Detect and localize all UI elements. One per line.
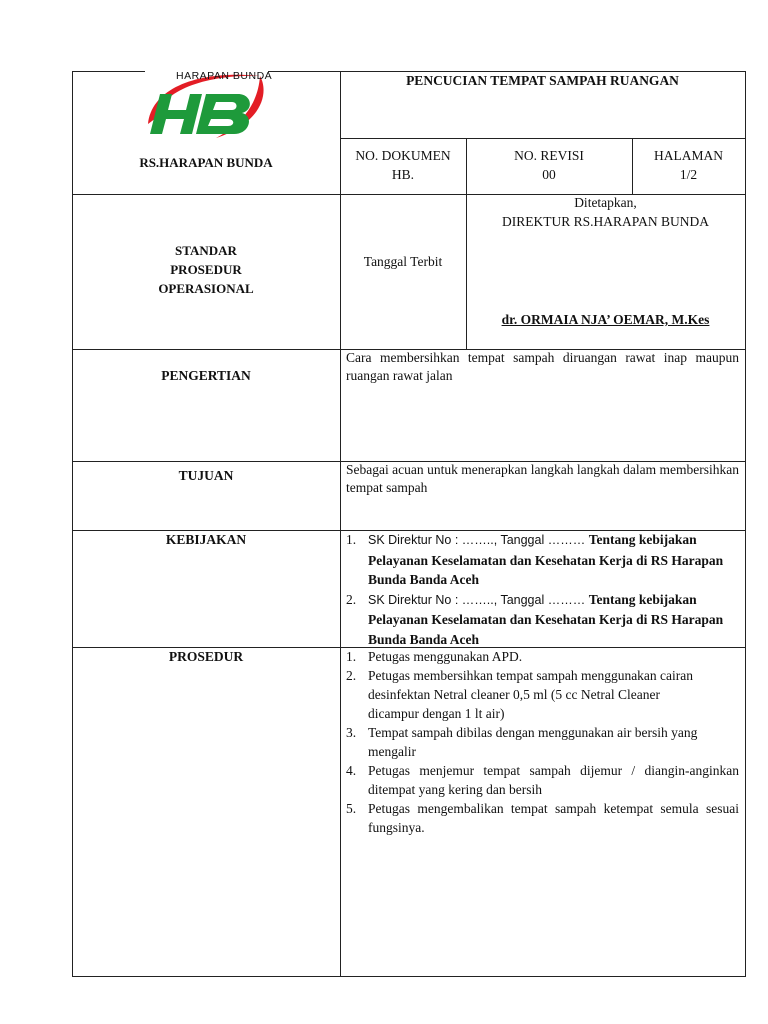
policy-item-title: Tentang kebijakan Pelayanan Keselamatan dan Kesehatan Kerja di RS Harapan Bunda Banda Aceh — [368, 532, 724, 587]
border-top-left — [72, 71, 145, 72]
revision-label: NO. REVISI — [514, 148, 584, 163]
policy-item-prefix: SK Direktur No : …….., Tanggal ……… — [368, 533, 589, 547]
hospital-logo — [142, 66, 274, 148]
procedure-item-text: Petugas menggunakan APD. — [368, 649, 523, 664]
policy-label: KEBIJAKAN — [165, 532, 247, 547]
procedure-item-text: Tempat sampah dibilas dengan menggunakan air bersih yang mengalir — [368, 725, 698, 759]
procedure-item-number: 5. — [346, 801, 357, 816]
sop-label-line-3: OPERASIONAL — [158, 281, 254, 296]
policy-item-number: 2. — [346, 591, 357, 607]
column-divider — [340, 71, 341, 977]
director-title: DIREKTUR RS.HARAPAN BUNDA — [502, 214, 709, 229]
policy-item-prefix: SK Direktur No : …….., Tanggal ……… — [368, 592, 589, 607]
procedure-item-text: Petugas mengembalikan tempat sampah ketempat semula sesuai fungsinya. — [368, 801, 739, 835]
sop-label-line-2: PROSEDUR — [170, 262, 242, 277]
procedure-item — [346, 647, 739, 666]
policy-item-number: 1. — [346, 532, 357, 547]
procedure-item-number: 2. — [346, 668, 357, 683]
page-value: 1/2 — [679, 167, 698, 182]
logo-text: HARAPAN BUNDA — [176, 70, 273, 82]
procedure-item — [346, 799, 739, 837]
policy-item — [346, 590, 743, 650]
policy-item — [346, 530, 743, 590]
border-right — [745, 71, 746, 977]
border-bottom — [72, 976, 746, 977]
procedure-item-number: 1. — [346, 649, 357, 664]
revision-value: 00 — [542, 167, 556, 182]
sop-label-line-1: STANDAR — [175, 243, 237, 258]
procedure-list — [346, 647, 739, 837]
purpose-text: Sebagai acuan untuk menerapkan langkah langkah dalam membersihkan tempat sampah — [346, 462, 739, 495]
procedure-item-text: Petugas menjemur tempat sampah dijemur / diangin-anginkan ditempat yang kering dan bersih — [368, 763, 739, 797]
procedure-item — [346, 761, 739, 799]
hospital-name: RS.HARAPAN BUNDA — [139, 155, 273, 170]
procedure-item-text: Petugas membersihkan tempat sampah menggunakan cairan desinfektan Netral cleaner 0,5 ml (5 cc Netral Cleaner dicampur dengan 1 lt air) — [368, 668, 694, 721]
issue-date-label: Tanggal Terbit — [363, 254, 443, 269]
procedure-item — [346, 666, 739, 723]
document-number-value: HB. — [391, 167, 415, 182]
director-name: dr. ORMAIA NJA’ OEMAR, M.Kes — [501, 312, 710, 327]
header-divider — [340, 138, 746, 139]
procedure-label: PROSEDUR — [168, 649, 244, 664]
procedure-item-number: 3. — [346, 725, 357, 740]
sop-label — [72, 241, 340, 298]
definition-label: PENGERTIAN — [161, 368, 251, 383]
purpose-label: TUJUAN — [178, 468, 234, 483]
established-label: Ditetapkan, — [574, 195, 637, 210]
page-label: HALAMAN — [654, 148, 723, 163]
border-left — [72, 71, 73, 977]
definition-text: Cara membersihkan tempat sampah diruangan rawat inap maupun ruangan rawat jalan — [346, 350, 739, 383]
policy-item-title: Tentang kebijakan Pelayanan Keselamatan dan Kesehatan Kerja di RS Harapan Bunda Banda Aceh — [368, 591, 724, 647]
procedure-item-number: 4. — [346, 763, 357, 778]
procedure-item — [346, 723, 739, 761]
document-number-label: NO. DOKUMEN — [355, 148, 451, 163]
policy-list — [346, 530, 743, 649]
document-title: PENCUCIAN TEMPAT SAMPAH RUANGAN — [406, 73, 679, 88]
